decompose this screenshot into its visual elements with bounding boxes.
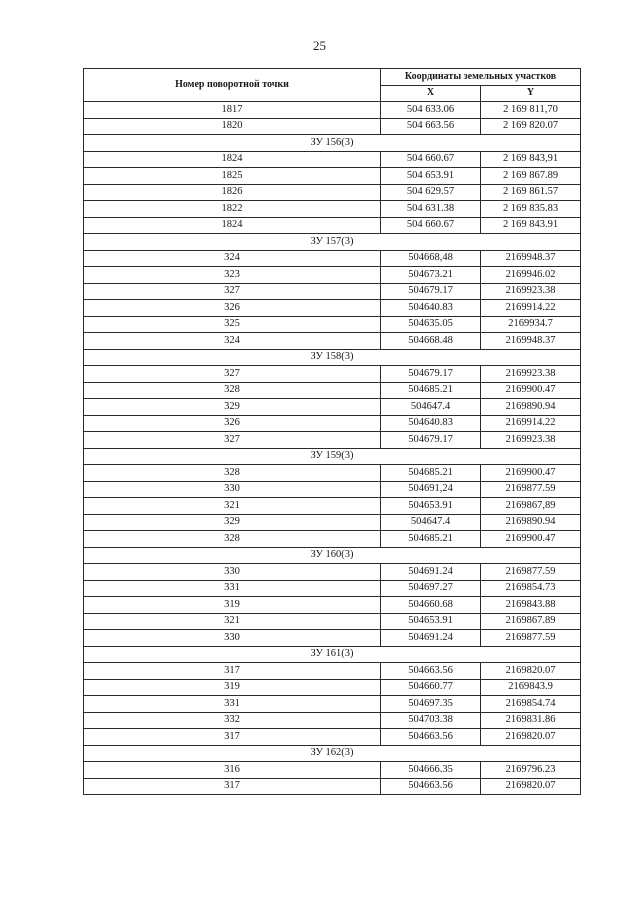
section-row — [84, 448, 581, 465]
point-number-cell: 1820 — [84, 118, 381, 135]
table-row — [84, 316, 581, 333]
y-coordinate-cell: 2169854.73 — [481, 580, 581, 597]
point-number-cell: 1825 — [84, 168, 381, 185]
table-row — [84, 580, 581, 597]
y-coordinate-cell: 2169900.47 — [481, 531, 581, 548]
table-row — [84, 498, 581, 515]
table-row — [84, 168, 581, 185]
y-coordinate-cell: 2169890.94 — [481, 514, 581, 531]
point-number-cell: 321 — [84, 498, 381, 515]
y-coordinate-cell: 2169923.38 — [481, 366, 581, 383]
section-title: ЗУ 162(3) — [84, 745, 581, 762]
point-number-cell: 325 — [84, 316, 381, 333]
x-coordinate-cell: 504660.77 — [381, 679, 481, 696]
point-number-cell: 330 — [84, 630, 381, 647]
point-number-cell: 319 — [84, 597, 381, 614]
x-coordinate-cell: 504647.4 — [381, 514, 481, 531]
x-coordinate-cell: 504691.24 — [381, 630, 481, 647]
point-number-cell: 327 — [84, 283, 381, 300]
y-coordinate-cell: 2169854.74 — [481, 696, 581, 713]
y-coordinate-cell: 2169877.59 — [481, 481, 581, 498]
y-coordinate-cell: 2169820.07 — [481, 663, 581, 680]
y-coordinate-cell: 2 169 835.83 — [481, 201, 581, 218]
point-number-cell: 1822 — [84, 201, 381, 218]
x-coordinate-cell: 504 663.56 — [381, 118, 481, 135]
y-coordinate-cell: 2169843.88 — [481, 597, 581, 614]
x-coordinate-cell: 504663.56 — [381, 663, 481, 680]
y-coordinate-cell: 2169877.59 — [481, 630, 581, 647]
table-row — [84, 366, 581, 383]
table-row — [84, 597, 581, 614]
point-number-cell: 321 — [84, 613, 381, 630]
x-coordinate-cell: 504640.83 — [381, 300, 481, 317]
y-coordinate-cell: 2169900.47 — [481, 465, 581, 482]
point-number-cell: 1824 — [84, 217, 381, 234]
point-number-cell: 326 — [84, 300, 381, 317]
table-row — [84, 481, 581, 498]
x-coordinate-cell: 504 660.67 — [381, 217, 481, 234]
y-coordinate-cell: 2169890.94 — [481, 399, 581, 416]
point-number-cell: 319 — [84, 679, 381, 696]
y-coordinate-cell: 2169820.07 — [481, 778, 581, 795]
y-coordinate-cell: 2169900.47 — [481, 382, 581, 399]
section-row — [84, 234, 581, 251]
table-row — [84, 267, 581, 284]
point-number-cell: 330 — [84, 481, 381, 498]
y-coordinate-cell: 2169948.37 — [481, 333, 581, 350]
x-coordinate-cell: 504647.4 — [381, 399, 481, 416]
x-coordinate-cell: 504691.24 — [381, 564, 481, 581]
point-number-cell: 317 — [84, 778, 381, 795]
table-row — [84, 283, 581, 300]
point-number-cell: 328 — [84, 531, 381, 548]
table-row — [84, 712, 581, 729]
section-title: ЗУ 157(3) — [84, 234, 581, 251]
table-row — [84, 432, 581, 449]
y-coordinate-cell: 2169867.89 — [481, 613, 581, 630]
point-number-cell: 1817 — [84, 102, 381, 119]
point-number-cell: 324 — [84, 333, 381, 350]
point-number-cell: 1826 — [84, 184, 381, 201]
header-x: X — [381, 85, 481, 102]
y-coordinate-cell: 2 169 820.07 — [481, 118, 581, 135]
x-coordinate-cell: 504635.05 — [381, 316, 481, 333]
point-number-cell: 327 — [84, 432, 381, 449]
point-number-cell: 326 — [84, 415, 381, 432]
y-coordinate-cell: 2169831.86 — [481, 712, 581, 729]
table-row — [84, 333, 581, 350]
y-coordinate-cell: 2169934.7 — [481, 316, 581, 333]
section-title: ЗУ 158(3) — [84, 349, 581, 366]
point-number-cell: 317 — [84, 729, 381, 746]
y-coordinate-cell: 2169923.38 — [481, 283, 581, 300]
point-number-cell: 316 — [84, 762, 381, 779]
x-coordinate-cell: 504663.56 — [381, 729, 481, 746]
y-coordinate-cell: 2169867,89 — [481, 498, 581, 515]
point-number-cell: 329 — [84, 399, 381, 416]
x-coordinate-cell: 504685.21 — [381, 531, 481, 548]
table-row — [84, 118, 581, 135]
x-coordinate-cell: 504691,24 — [381, 481, 481, 498]
table-row — [84, 531, 581, 548]
y-coordinate-cell: 2 169 811,70 — [481, 102, 581, 119]
x-coordinate-cell: 504653.91 — [381, 498, 481, 515]
table-row — [84, 201, 581, 218]
x-coordinate-cell: 504703.38 — [381, 712, 481, 729]
point-number-cell: 332 — [84, 712, 381, 729]
table-row — [84, 250, 581, 267]
section-row — [84, 135, 581, 152]
table-row — [84, 514, 581, 531]
x-coordinate-cell: 504685.21 — [381, 465, 481, 482]
y-coordinate-cell: 2169946.02 — [481, 267, 581, 284]
x-coordinate-cell: 504673.21 — [381, 267, 481, 284]
table-row — [84, 300, 581, 317]
point-number-cell: 317 — [84, 663, 381, 680]
table-row — [84, 102, 581, 119]
table-row — [84, 564, 581, 581]
y-coordinate-cell: 2 169 861.57 — [481, 184, 581, 201]
section-row — [84, 349, 581, 366]
header-y: Y — [481, 85, 581, 102]
point-number-cell: 328 — [84, 382, 381, 399]
point-number-cell: 331 — [84, 696, 381, 713]
point-number-cell: 327 — [84, 366, 381, 383]
y-coordinate-cell: 2169796.23 — [481, 762, 581, 779]
section-row — [84, 646, 581, 663]
point-number-cell: 1824 — [84, 151, 381, 168]
header-point-number: Номер поворотной точки — [84, 69, 381, 102]
table-row — [84, 729, 581, 746]
y-coordinate-cell: 2169843.9 — [481, 679, 581, 696]
x-coordinate-cell: 504 660.67 — [381, 151, 481, 168]
point-number-cell: 330 — [84, 564, 381, 581]
y-coordinate-cell: 2169877.59 — [481, 564, 581, 581]
table-row — [84, 382, 581, 399]
table-header — [84, 69, 581, 102]
x-coordinate-cell: 504 653.91 — [381, 168, 481, 185]
table-row — [84, 778, 581, 795]
x-coordinate-cell: 504666.35 — [381, 762, 481, 779]
point-number-cell: 328 — [84, 465, 381, 482]
section-title: ЗУ 161(3) — [84, 646, 581, 663]
x-coordinate-cell: 504653.91 — [381, 613, 481, 630]
y-coordinate-cell: 2169948.37 — [481, 250, 581, 267]
table-row — [84, 679, 581, 696]
point-number-cell: 324 — [84, 250, 381, 267]
section-title: ЗУ 160(3) — [84, 547, 581, 564]
x-coordinate-cell: 504679.17 — [381, 366, 481, 383]
x-coordinate-cell: 504679.17 — [381, 283, 481, 300]
y-coordinate-cell: 2169820.07 — [481, 729, 581, 746]
table-body — [84, 102, 581, 795]
header-coordinates: Координаты земельных участков — [381, 69, 581, 86]
x-coordinate-cell: 504660.68 — [381, 597, 481, 614]
table-row — [84, 151, 581, 168]
page-number: 25 — [313, 38, 326, 53]
section-title: ЗУ 156(3) — [84, 135, 581, 152]
y-coordinate-cell: 2 169 843.91 — [481, 217, 581, 234]
x-coordinate-cell: 504 629.57 — [381, 184, 481, 201]
x-coordinate-cell: 504663.56 — [381, 778, 481, 795]
x-coordinate-cell: 504668,48 — [381, 250, 481, 267]
section-title: ЗУ 159(3) — [84, 448, 581, 465]
point-number-cell: 323 — [84, 267, 381, 284]
x-coordinate-cell: 504640.83 — [381, 415, 481, 432]
table-row — [84, 762, 581, 779]
coordinates-table — [83, 68, 581, 795]
x-coordinate-cell: 504697.35 — [381, 696, 481, 713]
x-coordinate-cell: 504 631.38 — [381, 201, 481, 218]
table-row — [84, 613, 581, 630]
y-coordinate-cell: 2 169 843,91 — [481, 151, 581, 168]
y-coordinate-cell: 2169914.22 — [481, 415, 581, 432]
table-row — [84, 663, 581, 680]
x-coordinate-cell: 504668.48 — [381, 333, 481, 350]
table-row — [84, 465, 581, 482]
x-coordinate-cell: 504685.21 — [381, 382, 481, 399]
table-row — [84, 184, 581, 201]
y-coordinate-cell: 2169923.38 — [481, 432, 581, 449]
section-row — [84, 745, 581, 762]
point-number-cell: 331 — [84, 580, 381, 597]
table-row — [84, 415, 581, 432]
table-row — [84, 399, 581, 416]
y-coordinate-cell: 2 169 867.89 — [481, 168, 581, 185]
table-row — [84, 630, 581, 647]
table-row — [84, 696, 581, 713]
x-coordinate-cell: 504679.17 — [381, 432, 481, 449]
section-row — [84, 547, 581, 564]
point-number-cell: 329 — [84, 514, 381, 531]
table-row — [84, 217, 581, 234]
x-coordinate-cell: 504 633.06 — [381, 102, 481, 119]
y-coordinate-cell: 2169914.22 — [481, 300, 581, 317]
x-coordinate-cell: 504697.27 — [381, 580, 481, 597]
